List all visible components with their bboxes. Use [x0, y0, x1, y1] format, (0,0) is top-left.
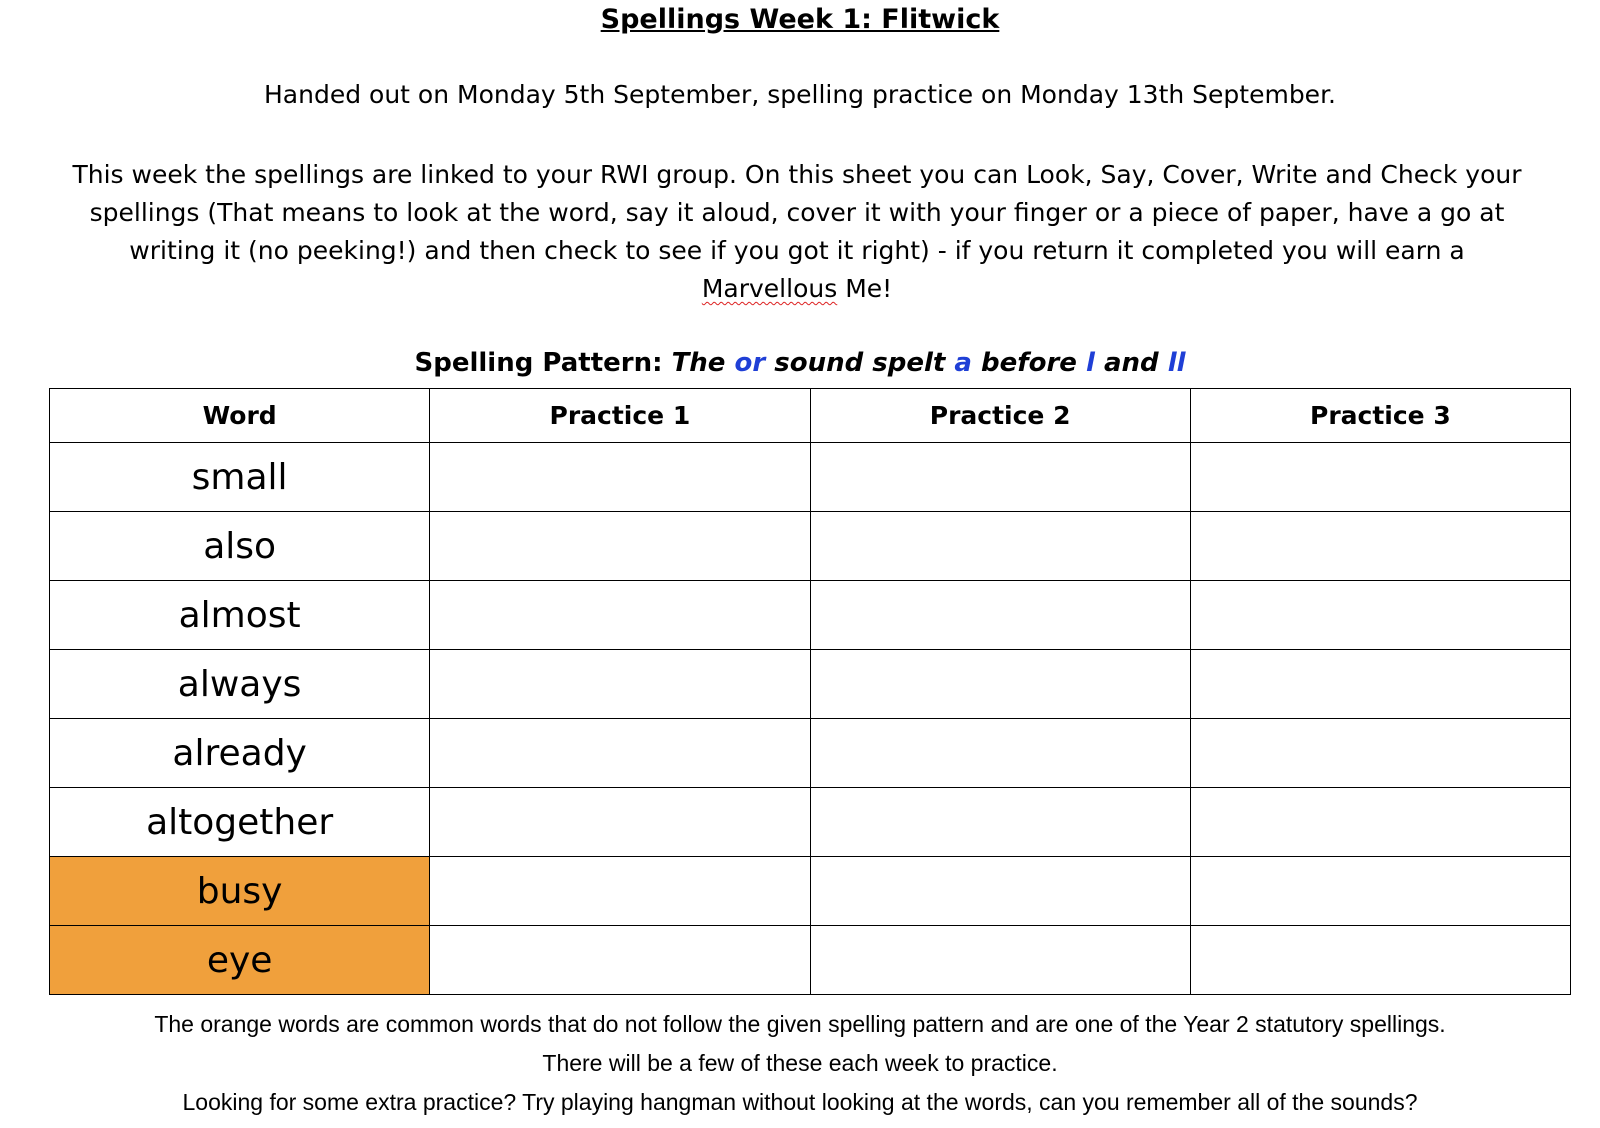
header-practice-3: Practice 3 [1190, 389, 1570, 443]
table-row [50, 443, 1571, 512]
practice-2-cell[interactable] [810, 788, 1190, 857]
word-cell: almost [50, 581, 430, 650]
practice-1-cell[interactable] [430, 581, 810, 650]
word-cell-orange: busy [50, 857, 430, 926]
page-title: Spellings Week 1: Flitwick [600, 4, 1000, 35]
practice-2-cell[interactable] [810, 650, 1190, 719]
practice-3-cell[interactable] [1190, 926, 1570, 995]
practice-2-cell[interactable] [810, 719, 1190, 788]
spelling-practice-table [49, 388, 1571, 995]
pattern-or: or [734, 348, 766, 378]
table-row [50, 581, 1571, 650]
practice-2-cell[interactable] [810, 443, 1190, 512]
pattern-the: The [671, 348, 726, 378]
table-row [50, 857, 1571, 926]
pattern-sound-spelt: sound spelt [774, 348, 946, 378]
practice-1-cell[interactable] [430, 443, 810, 512]
practice-1-cell[interactable] [430, 650, 810, 719]
word-cell-orange: eye [50, 926, 430, 995]
table-row [50, 512, 1571, 581]
practice-2-cell[interactable] [810, 857, 1190, 926]
practice-1-cell[interactable] [430, 788, 810, 857]
table-row [50, 926, 1571, 995]
spelling-pattern-heading [0, 346, 1600, 380]
intro-me: Me! [845, 274, 893, 303]
practice-1-cell[interactable] [430, 857, 810, 926]
practice-3-cell[interactable] [1190, 857, 1570, 926]
header-word: Word [50, 389, 430, 443]
practice-2-cell[interactable] [810, 926, 1190, 995]
header-practice-1: Practice 1 [430, 389, 810, 443]
header-practice-2: Practice 2 [810, 389, 1190, 443]
practice-1-cell[interactable] [430, 926, 810, 995]
intro-marvellous: Marvellous [701, 274, 838, 303]
practice-1-cell[interactable] [430, 719, 810, 788]
pattern-ll: ll [1167, 348, 1186, 378]
practice-3-cell[interactable] [1190, 650, 1570, 719]
footer-line-2: There will be a few of these each week to practice. [542, 1050, 1058, 1076]
intro-paragraph [52, 156, 1542, 308]
practice-3-cell[interactable] [1190, 443, 1570, 512]
pattern-and: and [1103, 348, 1159, 378]
pattern-before: before [981, 348, 1077, 378]
word-cell: also [50, 512, 430, 581]
table-row [50, 650, 1571, 719]
practice-3-cell[interactable] [1190, 581, 1570, 650]
handout-note: Handed out on Monday 5th September, spelling practice on Monday 13th September. [264, 80, 1336, 109]
practice-3-cell[interactable] [1190, 788, 1570, 857]
table-row [50, 719, 1571, 788]
word-cell: small [50, 443, 430, 512]
practice-1-cell[interactable] [430, 512, 810, 581]
word-cell: already [50, 719, 430, 788]
practice-2-cell[interactable] [810, 512, 1190, 581]
footer-line-1: The orange words are common words that do not follow the given spelling pattern and are one of the Year 2 statutory spellings. [154, 1011, 1446, 1037]
footer-line-3: Looking for some extra practice? Try playing hangman without looking at the words, can you remember all of the sounds? [182, 1089, 1418, 1115]
practice-2-cell[interactable] [810, 581, 1190, 650]
practice-3-cell[interactable] [1190, 512, 1570, 581]
table-row [50, 788, 1571, 857]
intro-text: This week the spellings are linked to your RWI group. On this sheet you can Look, Say, Cover, Write and Check your spellings (That means to look at the word, say it aloud, cover it with your finger or a piece of paper, have a go at writing it (no peeking!) and then check to see if you got it right) - if you return it completed you will earn a [72, 160, 1522, 265]
table-header-row [50, 389, 1571, 443]
word-cell: always [50, 650, 430, 719]
word-cell: altogether [50, 788, 430, 857]
pattern-l: l [1085, 348, 1095, 378]
pattern-label: Spelling Pattern: [414, 348, 663, 378]
footer-notes [0, 1005, 1600, 1122]
practice-3-cell[interactable] [1190, 719, 1570, 788]
pattern-a: a [954, 348, 972, 378]
